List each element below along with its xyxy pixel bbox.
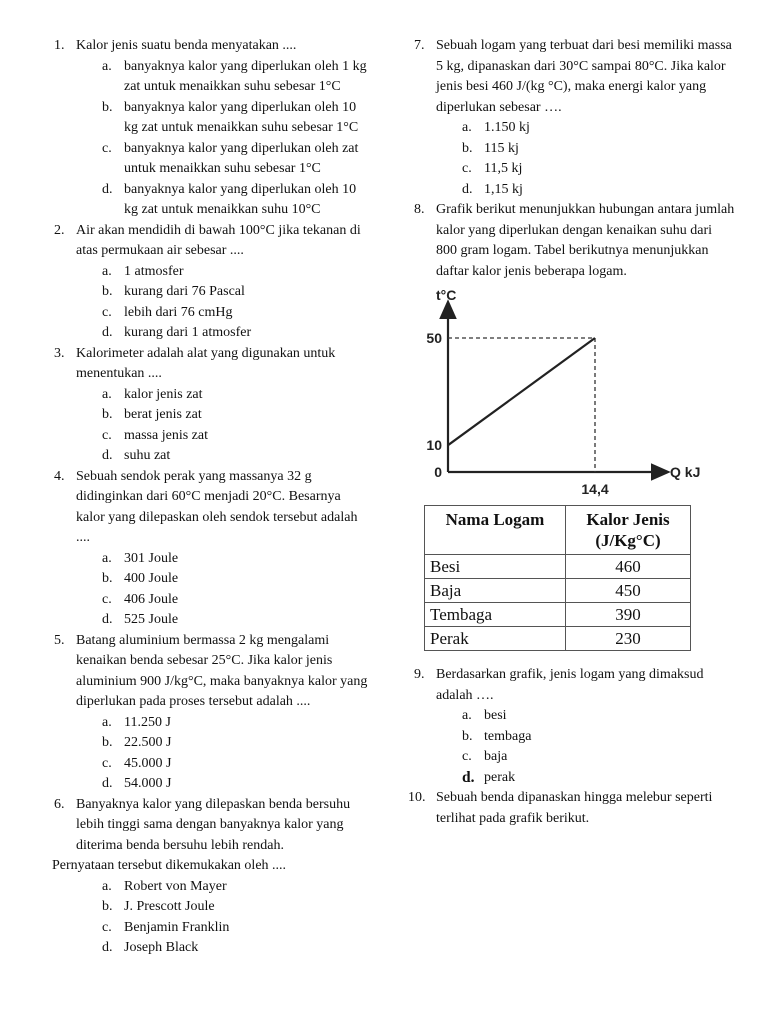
- y-tick-label-0: 0: [434, 464, 442, 480]
- option-b: [76, 733, 370, 754]
- option-letter: d.: [102, 181, 113, 197]
- option-letter: a.: [462, 708, 472, 723]
- option-b: [76, 897, 370, 918]
- question-text: Kalorimeter adalah alat yang digunakan untuk menentukan ....: [76, 345, 336, 381]
- option-a: [76, 262, 370, 283]
- option-d: [76, 610, 370, 631]
- question-1: [50, 36, 370, 221]
- option-a: [436, 706, 735, 727]
- option-letter: c.: [102, 140, 112, 156]
- metal-name: Besi: [425, 555, 566, 579]
- option-letter: c.: [102, 427, 112, 443]
- option-letter: a.: [102, 550, 112, 566]
- question-number: 4.: [54, 468, 65, 484]
- option-text: 1,15 kj: [484, 181, 523, 197]
- specific-heat-value: 450: [566, 579, 691, 603]
- header-specific-heat: Kalor Jenis (J/Kg°C): [566, 506, 691, 555]
- option-letter: d.: [102, 448, 113, 463]
- question-text: Grafik berikut menunjukkan hubungan antara jumlah kalor yang diperlukan dengan kenaikan suhu dari 800 gram logam. Tabel berikutnya menunjukkan daftar kalor jenis beberapa logam.: [436, 202, 735, 279]
- option-text: besi: [484, 708, 507, 723]
- question-text: Banyaknya kalor yang dilepaskan benda bersuhu lebih tinggi sama dengan banyaknya kalor yang diterima benda bersuhu lebih rendah.: [76, 796, 351, 853]
- table-row: [425, 603, 691, 627]
- data-line: [448, 338, 595, 445]
- option-letter: c.: [102, 591, 112, 607]
- metal-name: Perak: [425, 627, 566, 651]
- specific-heat-value: 390: [566, 603, 691, 627]
- option-text: 11,5 kj: [484, 161, 523, 176]
- question-number: 9.: [414, 667, 425, 682]
- temperature-heat-graph: [420, 286, 735, 501]
- option-d: [76, 180, 370, 221]
- option-text: 400 Joule: [124, 571, 179, 586]
- question-text: Sebuah sendok perak yang massanya 32 g didinginkan dari 60°C menjadi 20°C. Besarnya kalor yang dilepaskan oleh sendok tersebut adalah ....: [76, 468, 358, 545]
- option-d: [76, 446, 370, 467]
- option-letter: c.: [102, 304, 112, 320]
- option-d: [436, 768, 735, 789]
- metal-name: Tembaga: [425, 603, 566, 627]
- table-header-row: [425, 506, 691, 555]
- question-number: 8.: [414, 202, 425, 217]
- option-letter: b.: [102, 407, 113, 422]
- question-number: 6.: [54, 796, 65, 812]
- option-letter: a.: [102, 386, 112, 402]
- option-text: massa jenis zat: [124, 427, 208, 443]
- question-text: Air akan mendidih di bawah 100°C jika tekanan di atas permukaan air sebesar ....: [76, 222, 361, 258]
- option-letter: b.: [102, 99, 113, 115]
- option-a: [76, 385, 370, 406]
- option-text: lebih dari 76 cmHg: [124, 304, 233, 320]
- option-text: J. Prescott Joule: [124, 899, 215, 914]
- y-tick-label-10: 10: [426, 437, 442, 454]
- option-a: [76, 549, 370, 570]
- option-c: [76, 590, 370, 611]
- option-letter: c.: [102, 919, 112, 935]
- option-letter: a.: [102, 878, 112, 894]
- question-text: Berdasarkan grafik, jenis logam yang dimaksud adalah ….: [436, 667, 704, 703]
- question-6: [50, 795, 370, 857]
- question-number: 3.: [54, 345, 65, 361]
- question-text: Kalor jenis suatu benda menyatakan ....: [76, 38, 297, 53]
- option-c: [436, 747, 735, 768]
- specific-heat-value: 460: [566, 555, 691, 579]
- option-text: banyaknya kalor yang diperlukan oleh 10 kg zat untuk menaikkan suhu sebesar 1°C: [124, 99, 359, 135]
- option-text: banyaknya kalor yang diperlukan oleh 1 kg zat untuk menaikkan suhu sebesar 1°C: [124, 58, 367, 94]
- question-2: [50, 221, 370, 344]
- option-letter: a.: [102, 714, 112, 730]
- option-letter: d.: [102, 776, 113, 791]
- option-text: Joseph Black: [124, 940, 199, 955]
- option-text: Benjamin Franklin: [124, 919, 230, 935]
- left-column: [50, 36, 370, 959]
- option-letter: d.: [462, 181, 473, 197]
- option-letter: b.: [102, 735, 113, 750]
- option-text: kalor jenis zat: [124, 386, 203, 402]
- right-column: [410, 36, 735, 829]
- option-text: 1 atmosfer: [124, 263, 184, 279]
- question-6-statement: Pernyataan tersebut dikemukakan oleh ....: [52, 858, 287, 873]
- option-text: suhu zat: [124, 448, 171, 463]
- option-text: banyaknya kalor yang diperlukan oleh zat untuk menaikkan suhu sebesar 1°C: [124, 140, 359, 176]
- option-text: 1.150 kj: [484, 120, 530, 135]
- option-c: [76, 139, 370, 180]
- option-letter: c.: [462, 749, 472, 764]
- option-letter: b.: [102, 571, 113, 586]
- option-letter: b.: [102, 284, 113, 299]
- option-text: 22.500 J: [124, 735, 172, 750]
- option-text: 301 Joule: [124, 550, 179, 566]
- option-letter: b.: [462, 728, 473, 744]
- option-letter: d.: [102, 325, 113, 340]
- option-letter: a.: [102, 58, 112, 74]
- option-a: [436, 118, 735, 139]
- option-text: kurang dari 76 Pascal: [124, 284, 245, 299]
- option-letter: b.: [462, 140, 473, 156]
- question-4: [50, 467, 370, 631]
- option-text: tembaga: [484, 728, 532, 744]
- option-b: [436, 727, 735, 748]
- option-d: [76, 938, 370, 959]
- option-text: perak: [484, 769, 516, 785]
- question-10: [410, 788, 735, 829]
- option-text: kurang dari 1 atmosfer: [124, 325, 252, 340]
- x-axis-label: Q kJ: [670, 464, 701, 480]
- question-8: [410, 200, 735, 282]
- table-row: [425, 555, 691, 579]
- option-text: 54.000 J: [124, 776, 172, 791]
- question-text: Sebuah logam yang terbuat dari besi memiliki massa 5 kg, dipanaskan dari 30°C sampai 80°C. Jika kalor jenis besi 460 J/(kg °C), maka energi kalor yang diperlukan sebesar ….: [436, 38, 732, 115]
- option-text: 525 Joule: [124, 612, 179, 627]
- table-row: [425, 627, 691, 651]
- option-a: [76, 877, 370, 898]
- option-d: [76, 323, 370, 344]
- option-text: 45.000 J: [124, 755, 172, 771]
- question-5: [50, 631, 370, 795]
- question-text: Sebuah benda dipanaskan hingga melebur seperti terlihat pada grafik berikut.: [436, 790, 713, 826]
- option-c: [76, 426, 370, 447]
- question-number: 10.: [408, 790, 426, 805]
- option-text: baja: [484, 749, 508, 764]
- question-text: Batang aluminium bermassa 2 kg mengalami kenaikan benda sebesar 25°C. Jika kalor jenis aluminium 900 J/kg°C, maka banyaknya kalor yang diperlukan pada proses tersebut adalah ....: [76, 632, 368, 709]
- specific-heat-value: 230: [566, 627, 691, 651]
- option-letter: a.: [462, 120, 472, 135]
- table-row: [425, 579, 691, 603]
- question-number: 2.: [54, 222, 65, 238]
- option-text: 115 kj: [484, 140, 519, 156]
- metal-name: Baja: [425, 579, 566, 603]
- question-number: 1.: [54, 38, 65, 53]
- question-3: [50, 344, 370, 467]
- option-c: [76, 303, 370, 324]
- option-letter: c.: [462, 161, 472, 176]
- option-text: Robert von Mayer: [124, 878, 227, 894]
- option-b: [436, 139, 735, 160]
- option-text: 406 Joule: [124, 591, 179, 607]
- option-b: [76, 569, 370, 590]
- question-number: 7.: [414, 38, 425, 53]
- question-number: 5.: [54, 632, 65, 648]
- y-axis-label: t°C: [436, 287, 457, 303]
- option-letter: b.: [102, 899, 113, 914]
- graph-svg: [420, 286, 710, 501]
- option-text: banyaknya kalor yang diperlukan oleh 10 kg zat untuk menaikkan suhu 10°C: [124, 181, 357, 217]
- option-c: [436, 159, 735, 180]
- option-c: [76, 754, 370, 775]
- header-metal-name: Nama Logam: [425, 506, 566, 555]
- option-letter: d.: [102, 940, 113, 955]
- option-letter: d.: [102, 612, 113, 627]
- option-letter: c.: [102, 755, 112, 771]
- option-d: [76, 774, 370, 795]
- x-tick-label-14-4: 14,4: [581, 481, 609, 497]
- option-letter: d.: [462, 768, 475, 786]
- question-9: [410, 665, 735, 788]
- option-b: [76, 98, 370, 139]
- option-a: [76, 57, 370, 98]
- option-letter: a.: [102, 263, 112, 279]
- question-7: [410, 36, 735, 200]
- option-b: [76, 405, 370, 426]
- option-text: berat jenis zat: [124, 407, 202, 422]
- question-6-options: [50, 877, 370, 959]
- option-a: [76, 713, 370, 734]
- option-text: 11.250 J: [124, 714, 171, 730]
- specific-heat-table: [424, 505, 691, 651]
- option-d: [436, 180, 735, 201]
- option-b: [76, 282, 370, 303]
- y-tick-label-50: 50: [426, 330, 442, 346]
- option-c: [76, 918, 370, 939]
